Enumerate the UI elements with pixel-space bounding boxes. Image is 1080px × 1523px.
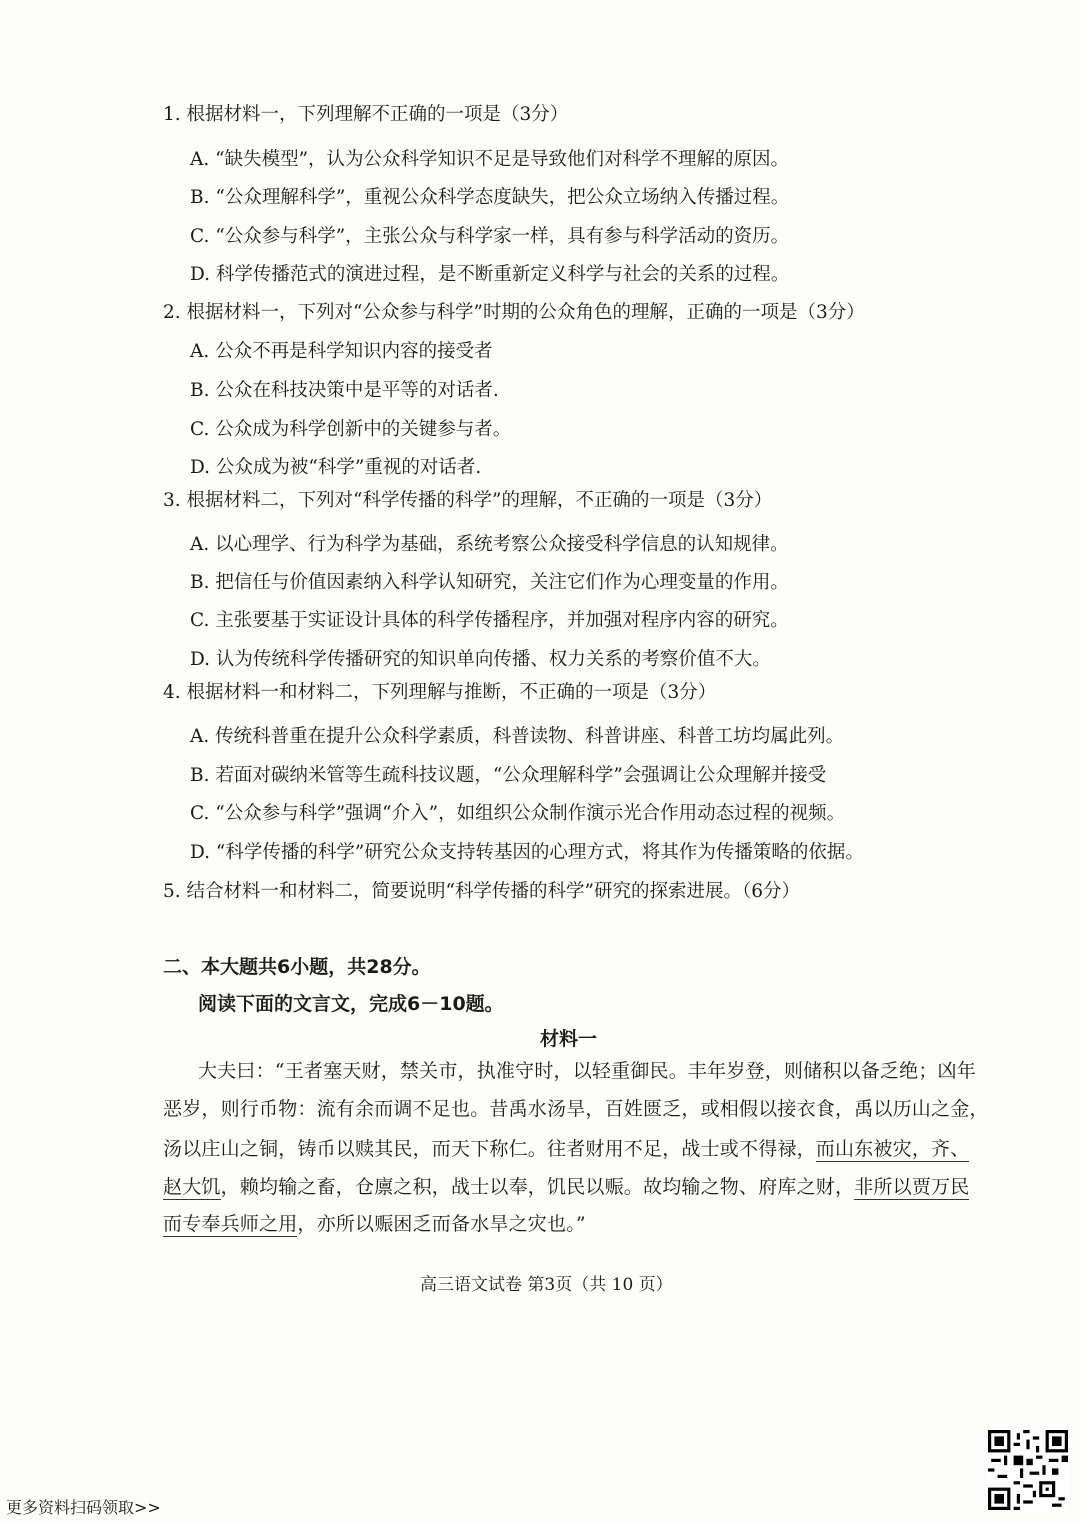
qr-caption[interactable]: 更多资料扫码领取>> [6, 1498, 161, 1517]
question-2-option-c: C. 公众成为科学创新中的关键参与者。 [190, 419, 512, 440]
classical-text-line-3 [163, 1137, 969, 1161]
classical-text-line-5 [163, 1212, 586, 1236]
question-1-option-d: D. 科学传播范式的演进过程，是不断重新定义科学与社会的关系的过程。 [190, 264, 790, 285]
classical-text-line-4 [163, 1175, 969, 1199]
underlined-phrase-2a: 非所以贾万民 [854, 1176, 970, 1198]
question-1-option-b: B. “公众理解科学”，重视公众科学态度缺失，把公众立场纳入传播过程。 [190, 187, 790, 208]
classical-text-line-5-plain: ，亦所以赈困乏而备水旱之灾也。” [297, 1213, 586, 1235]
classical-text-line-1: 大夫曰：“王者塞天财，禁关市，执准守时，以轻重御民。丰年岁登，则储积以备乏绝；凶年 [198, 1060, 976, 1082]
underlined-phrase-1a: 而山东被灾，齐、 [815, 1138, 970, 1160]
question-2-stem: 2. 根据材料一，下列对“公众参与科学”时期的公众角色的理解，正确的一项是（3分） [163, 302, 865, 323]
question-4-stem: 4. 根据材料一和材料二，下列理解与推断，不正确的一项是（3分） [163, 682, 717, 703]
underlined-phrase-1b: 赵大饥 [163, 1176, 221, 1198]
question-2-option-b: B. 公众在科技决策中是平等的对话者. [190, 380, 499, 401]
page-footer: 高三语文试卷 第3页（共 10 页） [420, 1275, 673, 1295]
material-1-title: 材料一 [540, 1028, 598, 1050]
question-1-stem: 1. 根据材料一，下列理解不正确的一项是（3分） [163, 104, 569, 125]
classical-text-line-2: 恶岁，则行币物：流有余而调不足也。昔禹水汤旱，百姓匮乏，或相假以接衣食，禹以历山之金， [163, 1098, 989, 1120]
question-3-option-d: D. 认为传统科学传播研究的知识单向传播、权力关系的考察价值不大。 [190, 649, 771, 670]
question-3-option-a: A. 以心理学、行为科学为基础，系统考察公众接受科学信息的认知规律。 [190, 534, 789, 555]
question-1-option-c: C. “公众参与科学”，主张公众与科学家一样，具有参与科学活动的资历。 [190, 226, 790, 247]
question-4-option-c: C. “公众参与科学”强调“介入”，如组织公众制作演示光合作用动态过程的视频。 [190, 803, 846, 824]
question-4-option-d: D. “科学传播的科学”研究公众支持转基因的心理方式，将其作为传播策略的依据。 [190, 842, 864, 863]
qr-code-icon[interactable] [988, 1430, 1068, 1510]
question-3-option-b: B. 把信任与价值因素纳入科学认知研究，关注它们作为心理变量的作用。 [190, 572, 789, 593]
question-4-option-b: B. 若面对碳纳米管等生疏科技议题，“公众理解科学”会强调让公众理解并接受 [190, 765, 827, 786]
question-3-option-c: C. 主张要基于实证设计具体的科学传播程序，并加强对程序内容的研究。 [190, 610, 789, 631]
question-1-option-a: A. “缺失模型”，认为公众科学知识不足是导致他们对科学不理解的原因。 [190, 149, 790, 170]
question-3-stem: 3. 根据材料二，下列对“科学传播的科学”的理解，不正确的一项是（3分） [163, 490, 773, 511]
question-4-option-a: A. 传统科普重在提升公众科学素质，科普读物、科普讲座、科普工坊均属此列。 [190, 726, 845, 747]
question-2-option-a: A. 公众不再是科学知识内容的接受者 [190, 341, 493, 362]
section-2-intro: 阅读下面的文言文，完成6－10题。 [198, 993, 504, 1015]
classical-text-line-4-plain: ，赖均输之畜，仓廪之积，战士以奉，饥民以赈。故均输之物、府库之财， [220, 1176, 855, 1198]
question-2-option-d: D. 公众成为被“科学”重视的对话者. [190, 457, 482, 478]
question-5-stem: 5. 结合材料一和材料二，简要说明“科学传播的科学”研究的探索进展。（6分） [163, 881, 800, 902]
underlined-phrase-2b: 而专奉兵师之用 [163, 1213, 298, 1235]
classical-text-line-3-plain: 汤以庄山之铜，铸币以赎其民，而天下称仁。往者财用不足，战士或不得禄， [163, 1138, 816, 1160]
section-2-title: 二、本大题共6小题，共28分。 [163, 956, 431, 978]
